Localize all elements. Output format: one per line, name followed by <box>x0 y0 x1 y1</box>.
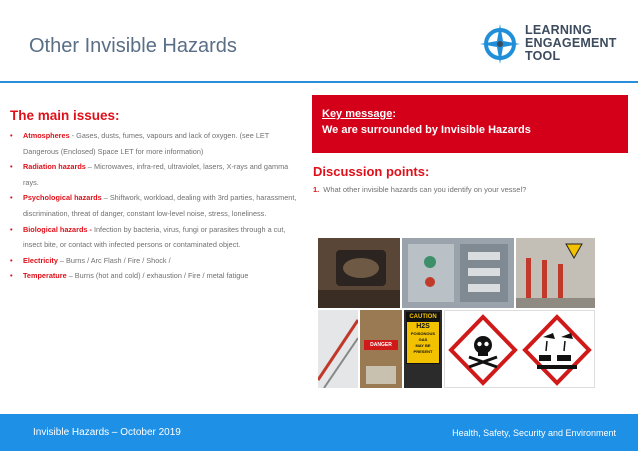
main-issues-list <box>10 128 300 284</box>
list-item <box>10 253 300 269</box>
bullet-icon: • <box>10 255 13 265</box>
danger-label: DANGER <box>370 342 392 348</box>
list-item <box>10 222 300 253</box>
caution-title: CAUTION <box>407 313 439 322</box>
toxic-skull-icon <box>451 317 515 383</box>
issue-text: Microwaves, infra-red, ultraviolet, lasers, X-rays and gamma rays. <box>23 162 289 187</box>
issue-text: Gases, dusts, fumes, vapours and lack of oxygen. (see LET Dangerous (Enclosed) Space LET for more information) <box>23 131 270 156</box>
caution-line-2: POISONOUS GAS <box>410 331 436 342</box>
logo <box>478 22 628 66</box>
bullet-icon: • <box>10 193 13 203</box>
slide-title: Other Invisible Hazards <box>29 35 237 57</box>
key-message-label: Key message <box>322 108 393 120</box>
key-message-box <box>312 95 628 153</box>
issue-term: Radiation hazards <box>23 162 86 172</box>
list-item <box>10 268 300 284</box>
machinery-image <box>318 238 400 308</box>
logo-line-3: TOOL <box>525 49 561 63</box>
ghs-pictograms-photo <box>444 310 595 388</box>
logo-line-2: ENGAGEMENT <box>525 36 617 50</box>
issue-term: Atmospheres <box>23 131 70 140</box>
issue-sep: – <box>66 271 75 281</box>
discussion-text: What other invisible hazards can you identify on your vessel? <box>323 185 527 194</box>
issue-term: Electricity <box>23 255 58 265</box>
stairs-photo <box>318 310 358 388</box>
stairs-image <box>318 310 358 388</box>
caution-line-3: MAY BE PRESENT <box>413 343 433 354</box>
bullet-icon: • <box>10 271 13 281</box>
title-divider <box>0 81 638 83</box>
footer-left-text: Invisible Hazards – October 2019 <box>33 427 181 438</box>
issue-term: Biological hazards - <box>23 224 92 234</box>
discussion-item <box>313 185 526 194</box>
issue-sep: – <box>57 255 67 265</box>
issue-term: Temperature <box>23 271 67 281</box>
compass-icon <box>478 22 522 66</box>
main-issues-heading: The main issues: <box>10 108 120 123</box>
discussion-number: 1. <box>313 185 320 194</box>
issue-term: Psychological hazards <box>23 193 102 203</box>
footer-right-text: Health, Safety, Security and Environment <box>452 428 616 438</box>
ghs-pictograms <box>445 311 595 388</box>
discussion-heading: Discussion points: <box>313 164 430 179</box>
deck-photo <box>516 238 595 308</box>
issue-sep: - <box>69 131 77 140</box>
issue-text: Burns / Arc Flash / Fire / Shock / <box>66 255 171 265</box>
issue-sep: – <box>101 193 110 203</box>
caution-h2s: H2S <box>416 323 430 330</box>
list-item <box>10 128 300 159</box>
control-panel-photo <box>402 238 514 308</box>
bullet-icon: • <box>10 224 13 234</box>
control-panel-image <box>402 238 514 308</box>
bullet-icon: • <box>10 162 13 172</box>
issue-sep: – <box>85 162 94 172</box>
footer-bar <box>0 414 638 451</box>
list-item <box>10 159 300 190</box>
logo-line-1: LEARNING <box>525 23 592 37</box>
list-item <box>10 190 300 221</box>
hazard-photo-collage <box>318 238 595 388</box>
bullet-icon: • <box>10 131 13 140</box>
danger-area-photo <box>360 310 402 388</box>
deck-image <box>516 238 595 308</box>
issue-text: Infection by bacteria, virus, fungi or parasites through a cut, insect bite, or contact with infected persons or contaminated object. <box>23 224 286 250</box>
machinery-photo <box>318 238 400 308</box>
caution-sign-photo <box>404 310 442 388</box>
key-message-text: We are surrounded by Invisible Hazards <box>322 124 531 136</box>
logo-wordmark <box>525 24 617 63</box>
issue-text: Burns (hot and cold) / exhaustion / Fire / metal fatigue <box>74 271 249 281</box>
issue-text: Shiftwork, workload, dealing with 3rd parties, harassment, discrimination, threat of danger, constant low-level noise, stress, loneliness. <box>23 193 297 218</box>
key-message-colon: : <box>392 108 396 120</box>
corrosive-icon <box>525 317 589 383</box>
